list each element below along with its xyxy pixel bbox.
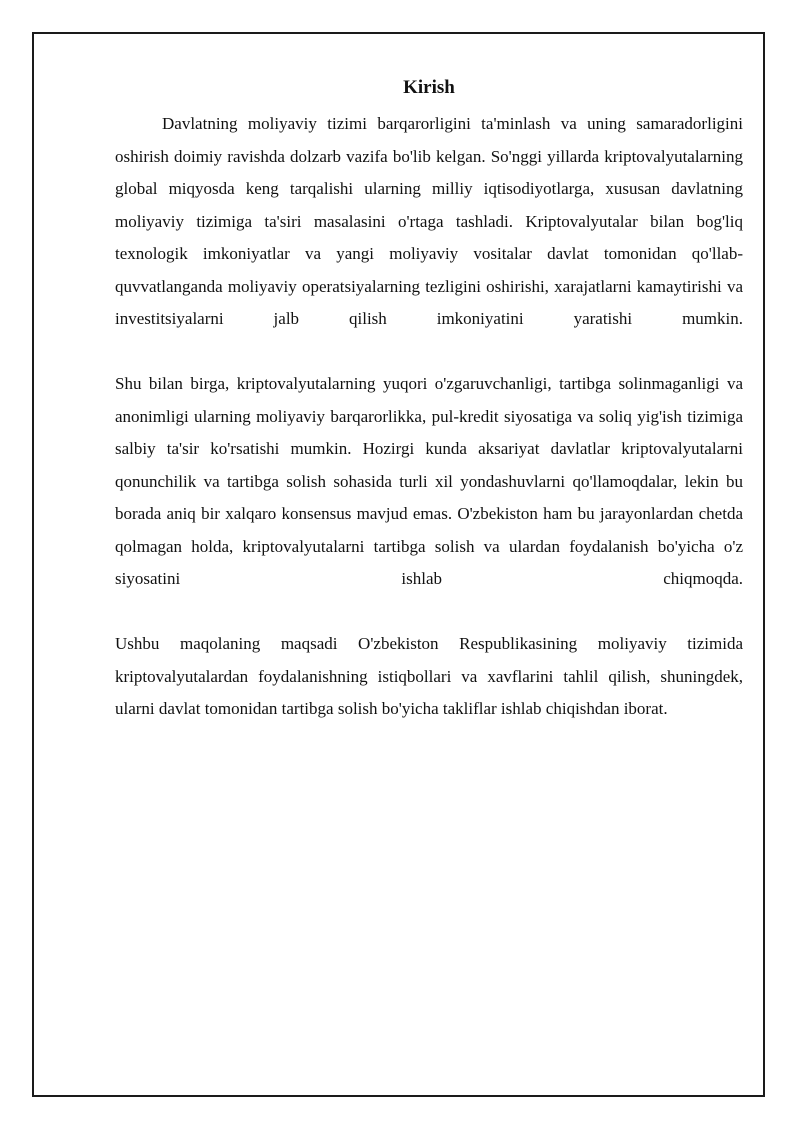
paragraph-intro: Davlatning moliyaviy tizimi barqarorligini ta'minlash va uning samaradorligini oshirish doimiy ravishda dolzarb vazifa bo'lib kelgan. So'nggi yillarda kriptovalyutalarning global miqyosda keng tarqalishi ularning milliy iqtisodiyotlarga, xususan davlatning moliyaviy tizimiga ta'siri masalasini o'rtaga tashladi. Kriptovalyutalar bilan bog'liq texnologik imkoniyatlar va yangi moliyaviy vositalar davlat tomonidan qo'llab-quvvatlanganda moliyaviy operatsiyalarning tezligini oshirishi, xarajatlarni kamaytirishi va investitsiyalarni jalb qilish imkoniyatini yaratishi mumkin. [115,114,743,328]
document-body [115,72,743,726]
section-title: Kirish [403,77,455,98]
paragraph-gap [115,596,743,629]
paragraph-purpose: Ushbu maqolaning maqsadi O'zbekiston Respublikasining moliyaviy tizimida kriptovalyutalardan foydalanishning istiqbollari va xavflarini tahlil qilish, shuningdek, ularni davlat tomonidan tartibga solish bo'yicha takliflar ishlab chiqishdan iborat. [115,634,743,718]
paragraph-risks: Shu bilan birga, kriptovalyutalarning yuqori o'zgaruvchanligi, tartibga solinmaganligi va anonimligi ularning moliyaviy barqarorlikka, pul-kredit siyosatiga va soliq yig'ish tizimiga salbiy ta'sir ko'rsatishi mumkin. Hozirgi kunda aksariyat davlatlar kriptovalyutalarni qonunchilik va tartibga solish sohasida turli xil yondashuvlarni qo'llamoqdalar, lekin bu borada aniq bir xalqaro konsensus mavjud emas. O'zbekiston ham bu jarayonlardan chetda qolmagan holda, kriptovalyutalarni tartibga solish va ulardan foydalanish bo'yicha o'z siyosatini ishlab chiqmoqda. [115,374,743,588]
paragraph-gap [115,336,743,369]
